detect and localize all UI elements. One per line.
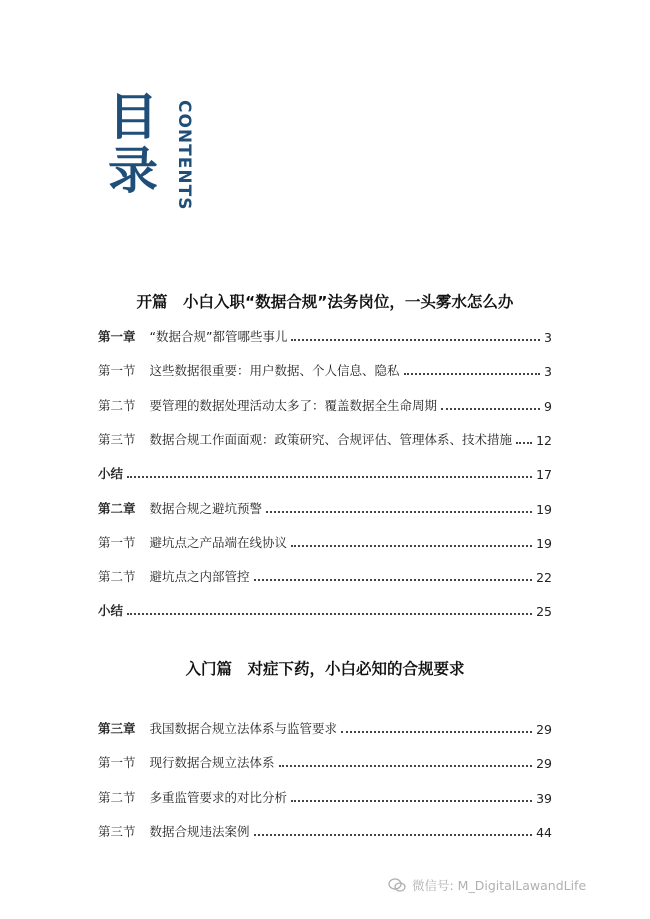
- toc-entry-label: [98, 327, 287, 345]
- toc-entry-number: 小结: [98, 603, 124, 619]
- toc-entry-number: 第一节: [98, 363, 136, 379]
- toc-entry-label: [98, 788, 287, 806]
- toc-entry: [98, 751, 552, 771]
- toc-entry-text: 数据合规工作面面观：政策研究、合规评估、管理体系、技术措施: [149, 431, 513, 447]
- toc-entry-text: 多重监管要求的对比分析: [149, 789, 288, 805]
- toc-entry-label: [98, 361, 400, 379]
- toc-leader-dots: [516, 442, 532, 444]
- toc-leader-dots: [254, 579, 533, 581]
- toc-entry-label: [98, 430, 512, 448]
- toc-entry-number: 第三章: [98, 721, 136, 736]
- toc-entry-page: 29: [536, 722, 552, 737]
- toc-entry: [98, 717, 552, 737]
- toc-leader-dots: [291, 545, 532, 547]
- toc-leader-dots: [404, 373, 541, 375]
- toc-entry-label: [98, 499, 262, 517]
- title-char-lu: 录: [108, 142, 158, 200]
- toc-entry-text: 我国数据合规立法体系与监管要求: [149, 721, 338, 736]
- toc-entry: [98, 565, 552, 585]
- part-heading-intro: 入门篇 对症下药，小白必知的合规要求: [185, 660, 465, 678]
- toc-entry-text: “数据合规”都管哪些事儿: [149, 329, 288, 344]
- toc-entry: [98, 325, 552, 345]
- toc-entry-number: 第二节: [98, 569, 136, 585]
- toc-entry-number: 第二节: [98, 789, 136, 805]
- toc-entry-text: 避坑点之内部管控: [149, 569, 250, 585]
- toc-leader-dots: [441, 408, 540, 410]
- toc-entry-label: [98, 601, 123, 619]
- toc-entry-number: 第二章: [98, 500, 136, 516]
- toc-entry-page: 9: [544, 398, 552, 414]
- toc-entry: [98, 786, 552, 806]
- toc-leader-dots: [291, 339, 540, 341]
- toc-entry-text: 现行数据合规立法体系: [149, 755, 275, 771]
- toc-entry-page: 3: [544, 364, 552, 380]
- toc-entry-label: [98, 753, 275, 771]
- toc-entry: [98, 497, 552, 517]
- toc-entry-label: [98, 567, 250, 585]
- toc-entry-text: 要管理的数据处理活动太多了：覆盖数据全生命周期: [149, 397, 438, 413]
- toc-leader-dots: [127, 476, 532, 478]
- toc-entry: [98, 394, 552, 414]
- toc-entry-page: 22: [536, 570, 552, 586]
- toc-entry: [98, 599, 552, 619]
- toc-entry: [98, 531, 552, 551]
- toc-entry-page: 17: [536, 467, 552, 483]
- toc-entry-text: 数据合规违法案例: [149, 823, 250, 839]
- toc-entry-text: 这些数据很重要：用户数据、个人信息、隐私: [149, 363, 400, 379]
- toc-entry-label: [98, 464, 123, 482]
- wechat-icon: [388, 878, 406, 892]
- toc-entry-page: 39: [536, 790, 552, 806]
- toc-entry-text: 避坑点之产品端在线协议: [149, 534, 288, 550]
- toc-leader-dots: [254, 834, 533, 836]
- toc-entry-number: 第一章: [98, 329, 136, 344]
- toc-entry-page: 3: [544, 330, 552, 345]
- toc-entry-number: 第三节: [98, 823, 136, 839]
- toc-entry-text: 数据合规之避坑预警: [149, 500, 263, 516]
- part-heading-opening: 开篇 小白入职“数据合规”法务岗位，一头雾水怎么办: [136, 293, 514, 311]
- toc-entry: [98, 462, 552, 482]
- toc-entry-label: [98, 396, 437, 414]
- toc-leader-dots: [279, 765, 533, 767]
- toc-entry-number: 第三节: [98, 431, 136, 447]
- toc-entry-label: [98, 719, 337, 737]
- toc-entry: [98, 820, 552, 840]
- watermark: [388, 876, 586, 894]
- toc-entry-page: 19: [536, 501, 552, 517]
- title-char-mu: 目: [108, 88, 158, 146]
- contents-label: CONTENTS: [174, 100, 194, 211]
- toc-entry-page: 29: [536, 756, 552, 772]
- toc-entry-label: [98, 533, 287, 551]
- toc-entry-number: 第一节: [98, 755, 136, 771]
- toc-leader-dots: [341, 731, 532, 733]
- toc-entry: [98, 359, 552, 379]
- toc-entry-page: 12: [536, 432, 552, 448]
- toc-entry-page: 25: [536, 604, 552, 620]
- toc-entry: [98, 428, 552, 448]
- toc-entry-page: 44: [536, 824, 552, 840]
- toc-entry-label: [98, 822, 250, 840]
- watermark-text: 微信号: M_DigitalLawandLife: [412, 878, 587, 893]
- toc-entry-page: 19: [536, 535, 552, 551]
- toc-entry-number: 第一节: [98, 534, 136, 550]
- toc-entry-number: 第二节: [98, 397, 136, 413]
- toc-entry-number: 小结: [98, 466, 124, 482]
- toc-leader-dots: [291, 800, 532, 802]
- toc-leader-dots: [266, 511, 532, 513]
- toc-leader-dots: [127, 613, 532, 615]
